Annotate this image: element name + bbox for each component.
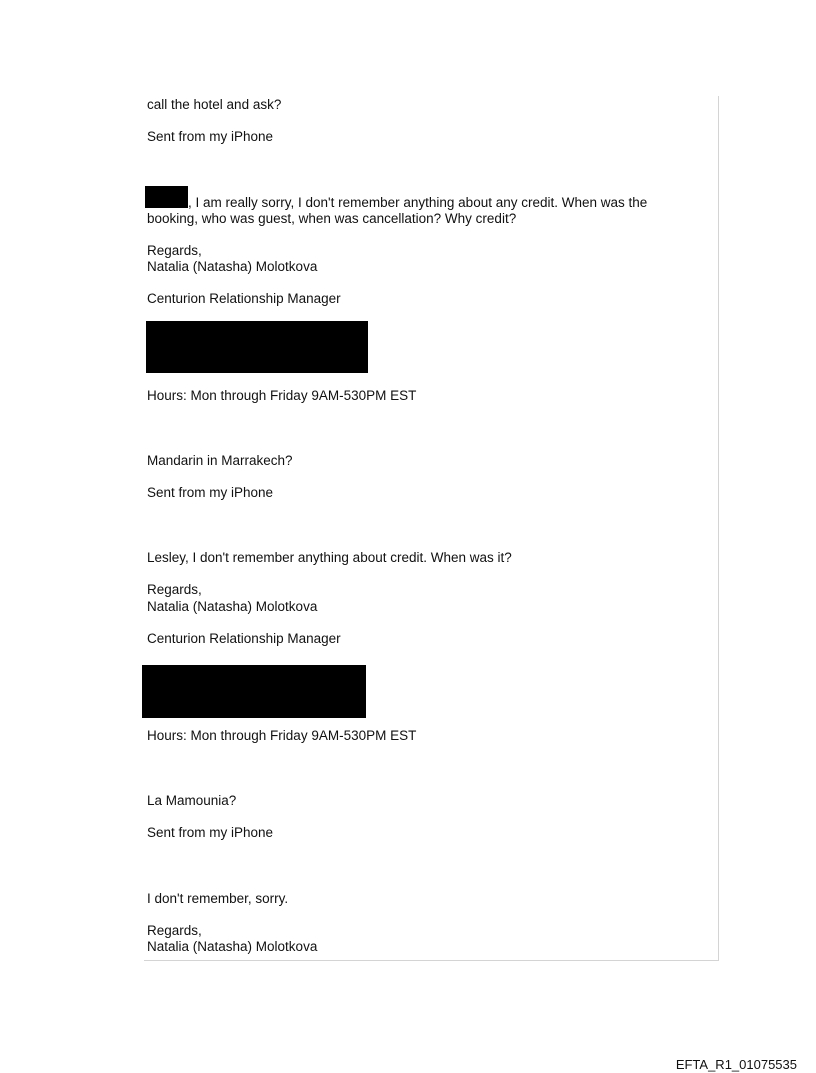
regards-text: Regards,: [147, 243, 202, 258]
sent-from-signature: Sent from my iPhone: [147, 129, 274, 144]
message-text: La Mamounia?: [147, 793, 237, 808]
sender-name: Natalia (Natasha) Molotkova: [147, 939, 318, 954]
message-text: I don't remember, sorry.: [147, 891, 289, 906]
redaction-box: [145, 186, 188, 208]
sender-title: Centurion Relationship Manager: [147, 631, 341, 646]
message-text: , I am really sorry, I don't remember anything about any credit. When was the: [188, 195, 648, 210]
sender-name: Natalia (Natasha) Molotkova: [147, 599, 318, 614]
message-text: Lesley, I don't remember anything about credit. When was it?: [147, 550, 512, 565]
document-id: EFTA_R1_01075535: [675, 1057, 797, 1072]
office-hours: Hours: Mon through Friday 9AM-530PM EST: [147, 728, 417, 743]
sent-from-signature: Sent from my iPhone: [147, 825, 274, 840]
sent-from-signature: Sent from my iPhone: [147, 485, 274, 500]
message-text: Mandarin in Marrakech?: [147, 453, 293, 468]
message-text: booking, who was guest, when was cancellation? Why credit?: [147, 211, 517, 226]
redaction-box: [146, 321, 368, 373]
message-text: call the hotel and ask?: [147, 97, 282, 112]
regards-text: Regards,: [147, 582, 202, 597]
sender-title: Centurion Relationship Manager: [147, 291, 341, 306]
office-hours: Hours: Mon through Friday 9AM-530PM EST: [147, 388, 417, 403]
regards-text: Regards,: [147, 923, 202, 938]
redaction-box: [142, 665, 366, 718]
sender-name: Natalia (Natasha) Molotkova: [147, 259, 318, 274]
